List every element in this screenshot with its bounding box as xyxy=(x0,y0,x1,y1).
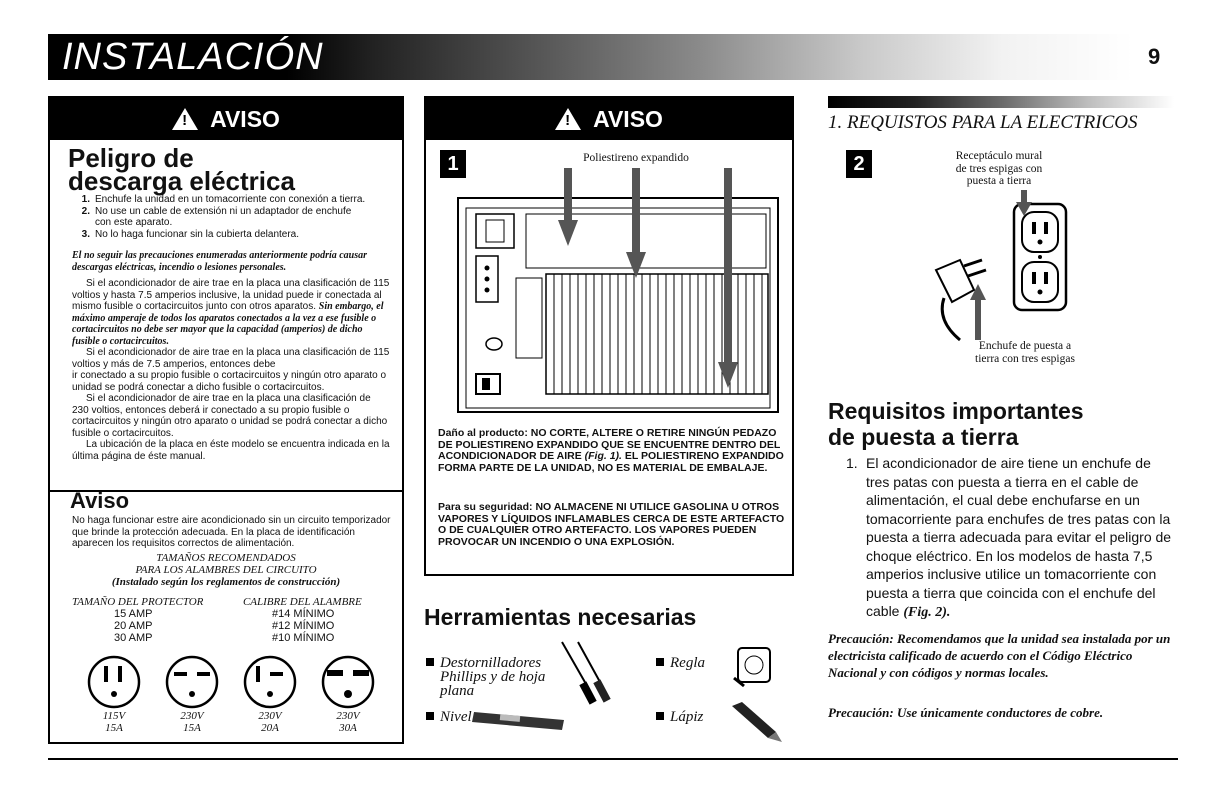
table-header: TAMAÑO DEL PROTECTOR CALIBRE DEL ALAMBRE xyxy=(72,596,362,608)
precaution-copper: Precaución: Use únicamente conductores de cobre. xyxy=(828,705,1104,720)
level-icon xyxy=(470,700,570,734)
page-number: 9 xyxy=(1148,44,1161,69)
danger-list xyxy=(68,194,368,240)
air-conditioner-figure xyxy=(436,168,784,418)
table-row: 30 AMP #10 MÍNIMO xyxy=(114,632,335,644)
product-damage-notice: Daño al producto: NO CORTE, ALTERE O RETIRE NINGÚN PEDAZO DE POLIESTIRENO EXPANDIDO QUE SE ENCUENTRE DENTRO DEL ACONDICIONADOR DE AIRE (Fig. 1). EL POLIESTIRENO EXPANDIDO FORMA PARTE DE LA UNIDAD, NO ES MATERIAL DE EMBALAJE. xyxy=(438,427,784,474)
tool-ruler: Regla xyxy=(656,656,705,670)
header-banner xyxy=(48,34,1133,80)
section-title: 1. REQUISTOS PARA LA ELECTRICOS xyxy=(828,112,1138,133)
plug-caption: Enchufe de puesta a tierra con tres espigas xyxy=(975,340,1075,365)
outlet-230v-15a-icon xyxy=(167,657,217,707)
outlet-diagrams xyxy=(86,654,386,710)
tools-title: Herramientas necesarias xyxy=(424,604,697,630)
grounding-title: Requisitos importantes de puesta a tierra xyxy=(828,398,1084,450)
aviso2-title: Aviso xyxy=(70,488,130,513)
section-rule xyxy=(828,96,1174,108)
page-title: INSTALACIÓN xyxy=(62,36,324,78)
figure-caption: Poliestireno expandido xyxy=(583,152,689,164)
list-item: 2. No use un cable de extensión ni un adaptador de enchufe con este aparato. xyxy=(81,205,352,228)
aviso-header xyxy=(426,98,792,140)
outlet-115v-15a-icon xyxy=(89,657,139,707)
wire-size-table xyxy=(72,596,392,644)
table-row: 20 AMP #12 MÍNIMO xyxy=(114,620,335,632)
table-row: 15 AMP #14 MÍNIMO xyxy=(114,608,335,620)
electric-shock-warning-box xyxy=(48,96,404,744)
danger-title-2: descarga eléctrica xyxy=(68,166,295,196)
warning-consequence: El no seguir las precauciones enumeradas anteriormente podría causar descargas eléctricas, incendio o lesiones personales. xyxy=(72,250,368,273)
grounding-requirement: 1. El acondicionador de aire tiene un enchufe de tres patas con puesta a tierra en el cable de alimentación, el cual debe enchufarse en un tomacorriente para enchufes de tres patas con la puesta a tierra adecuada para evitar el peligro de choque eléctrico. En los modelos de hasta 7,5 amperios inclusive utilice un tomacorriente con puesta a tierra que coincida con el enchufe del cable (Fig. 2). xyxy=(846,455,1172,620)
aviso-header xyxy=(50,98,402,140)
danger-title-1: Peligro de xyxy=(68,143,194,173)
sizes-heading: TAMAÑOS RECOMENDADOS PARA LOS ALAMBRES DEL CIRCUITO (Instalado según los reglamentos de construcción) xyxy=(111,552,341,588)
outlet-labels: 115V 15A 230V 15A 230V 20A 230V 30A xyxy=(102,710,360,734)
warning-icon: ! xyxy=(172,108,198,130)
figure-number-2: 2 xyxy=(846,150,872,178)
tape-measure-icon xyxy=(730,640,780,690)
list-item: 3. No lo haga funcionar sin la cubierta delantera. xyxy=(81,228,300,240)
figure-number: 1 xyxy=(440,150,466,178)
product-damage-warning-box xyxy=(424,96,794,576)
safety-notice: Para su seguridad: NO ALMACENE NI UTILICE GASOLINA U OTROS VAPORES Y LÍQUIDOS INFLAMABLES CERCA DE ESTE ARTEFACTO O DE CUALQUIER OTRO ARTEFACTO. LOS VAPORES PUEDEN PROVOCAR UN INCENDIO O UNA EXPLOSIÓN. xyxy=(438,501,785,548)
receptacle-caption: Receptáculo mural de tres espigas con puesta a tierra xyxy=(955,150,1043,187)
aviso-label: AVISO xyxy=(593,105,663,132)
tool-screwdrivers: Destornilladores Phillips y de hoja plana xyxy=(426,656,545,698)
list-item: 1. Enchufe la unidad en un tomacorriente con conexión a tierra. xyxy=(81,194,366,205)
rating-paragraphs: Si el acondicionador de aire trae en la placa una clasificación de 115 voltios y hasta 7.5 amperios inclusive, la unidad puede ir conectada al mismo fusible o cortacircuitos junto con otros aparatos. Sin embargo, el máximo amperaje de todos los aparatos conectados a la vez a ese fusible o cortacircuitos no debe ser mayor que la capacidad (amperios) de dicho fusible o cortacircuitos. Si el acondicionador de aire trae en la placa una clasificación de 115 voltios y más de 7.5 amperios, entonces debe ir conectado a su propio fusible o cortacircuitos y ningún otro aparato o unidad se podrá conectar a dicho fusible o cortacircuitos. Si el acondicionador de aire trae en la placa una clasificación de 230 voltios, entonces deberá ir conectado a su propio fusible o cortacircuitos y ningún otro aparato o unidad se podrá conectar a dicho fusible o cortacircuitos. La ubicación de la placa en éste modelo se encuentra indicada en la última página de éste manual. xyxy=(72,278,390,462)
outlet-230v-20a-icon xyxy=(245,657,295,707)
footer-rule xyxy=(48,758,1178,760)
grounded-outlet-figure xyxy=(930,190,1080,348)
aviso-label: AVISO xyxy=(210,105,280,132)
tool-level: Nivel xyxy=(426,710,472,724)
warning-icon: ! xyxy=(555,108,581,130)
precaution-electrician: Precaución: Recomendamos que la unidad sea instalada por un electricista calificado de acuerdo con el Código Eléctrico Nacional y con códigos y normas locales. xyxy=(828,631,1171,680)
aviso2-text: No haga funcionar estre aire acondicionado sin un circuito temporizador que brinde la protección adecuada. En la placa de identificación aparecen los requisitos correctos de alimentación. xyxy=(72,515,391,549)
outlet-230v-30a-icon xyxy=(323,657,373,707)
tool-pencil: Lápiz xyxy=(656,710,703,724)
pencil-icon xyxy=(726,700,786,746)
